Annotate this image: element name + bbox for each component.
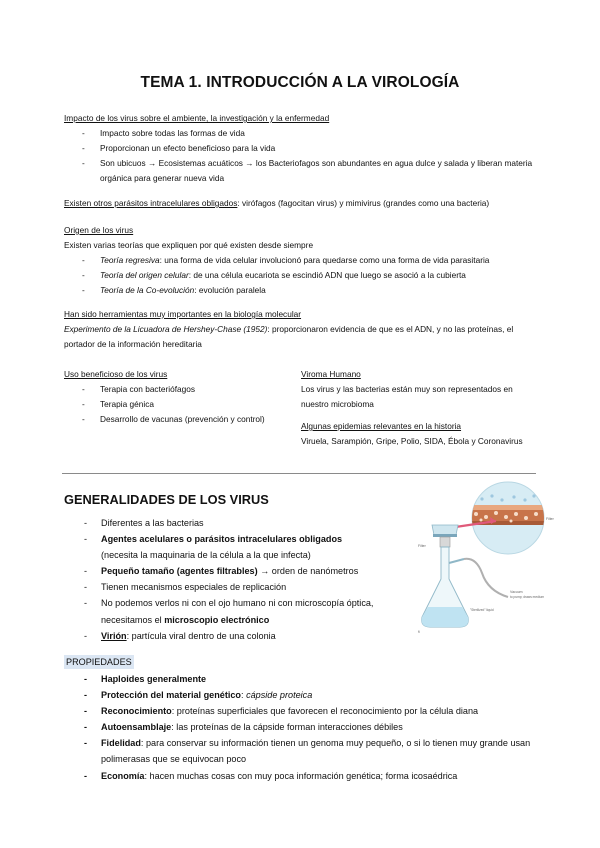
italic-text: cápside proteica xyxy=(246,690,313,701)
vacuum-note: to pump; draws medium xyxy=(510,595,545,599)
section-text: : virófagos (fagocitan virus) y mimivirus (grandes como una bacteria) xyxy=(237,198,490,208)
section-heading: Impacto de los virus sobre el ambiente, la investigación y la enfermedad xyxy=(64,113,330,123)
theory-text: : evolución paralela xyxy=(194,285,266,295)
bold-text: Protección del material genético xyxy=(101,690,241,701)
list-item-text: → orden de nanómetros xyxy=(257,566,359,577)
filter-disc xyxy=(433,534,457,537)
list-item xyxy=(64,531,414,563)
list-item xyxy=(64,671,538,687)
propiedades-list xyxy=(64,671,538,784)
list-item: - Impacto sobre todas las formas de vida xyxy=(64,126,538,141)
section-intro: Existen varias teorías que expliquen por qué existen desde siempre xyxy=(64,240,314,250)
stopper xyxy=(440,537,450,547)
list-item: - Tienen mecanismos especiales de replicación xyxy=(64,579,414,595)
list-item-text: : partícula viral dentro de una colonia xyxy=(126,630,276,641)
vacuum-label: Vacuum xyxy=(510,590,523,594)
list-item-text: : hacen muchas cosas con muy poca información genética; forma icosaédrica xyxy=(144,770,458,781)
section-heading: Algunas epidemias relevantes en la historia xyxy=(301,421,462,431)
list-item xyxy=(64,563,414,579)
section-text: Viruela, Sarampión, Gripe, Polio, SIDA, Ébola y Coronavirus xyxy=(301,436,523,446)
section-title-generalidades: GENERALIDADES DE LOS VIRUS xyxy=(64,492,269,507)
list-item xyxy=(64,253,538,268)
bullet-list xyxy=(64,515,414,644)
section-heading: Uso beneficioso de los virus xyxy=(64,369,168,379)
list-item: - Diferentes a las bacterias xyxy=(64,515,414,531)
list-item xyxy=(64,719,538,735)
section-heading: Existen otros parásitos intracelulares obligados xyxy=(64,198,238,208)
section-herramientas xyxy=(64,307,538,352)
flask-label: fi xyxy=(418,630,420,634)
bold-text: Reconocimiento xyxy=(101,706,172,717)
theory-name: Teoría de la Co-evolución xyxy=(100,285,195,295)
theory-text: : de una célula eucariota se escindió ADN que luego se asoció a la cubierta xyxy=(188,270,466,280)
list-item: - Terapia con bacteriófagos xyxy=(64,382,294,397)
list-item-text: : para conservar su información tienen un genoma muy pequeño, o si lo tienen muy grande usan polimerasas que se equivocan poco xyxy=(101,738,531,765)
list-item-text: : las proteínas de la cápside forman interacciones débiles xyxy=(171,722,403,733)
bold-text: Virión xyxy=(101,630,127,641)
bold-text: Economía xyxy=(101,770,145,781)
bold-text: Fidelidad xyxy=(101,738,141,749)
theory-name: Teoría regresiva xyxy=(100,255,160,265)
list-item-text: : xyxy=(241,690,247,701)
filtration-figure xyxy=(412,487,552,637)
filtrate-liquid xyxy=(422,607,469,627)
experiment-name: Experimento de la Licuadora de Hershey-Chase (1952) xyxy=(64,324,268,334)
funnel xyxy=(432,525,458,535)
bold-text: Agentes acelulares o parásitos intracelulares obligados xyxy=(101,534,343,545)
bullet-list xyxy=(64,126,538,186)
filtration-illustration xyxy=(412,487,552,637)
list-item: - Proporcionan un efecto beneficioso para la vida xyxy=(64,141,538,156)
section-heading: Viroma Humano xyxy=(301,369,361,379)
section-parasitos xyxy=(64,196,538,211)
list-item-text: No podemos verlos ni con el ojo humano ni con microscopía óptica, necesitamos el xyxy=(101,598,374,625)
list-item xyxy=(64,687,538,703)
list-item xyxy=(64,628,414,644)
page-title: TEMA 1. INTRODUCCIÓN A LA VIROLOGÍA xyxy=(140,74,460,91)
section-heading: Origen de los virus xyxy=(64,225,134,235)
list-item xyxy=(64,703,538,719)
list-item-text: (necesita la maquinaria de la célula a la que infecta) xyxy=(101,550,311,561)
section-title-propiedades: PROPIEDADES xyxy=(66,657,132,667)
filter-label: Filter xyxy=(546,517,554,521)
section-origen xyxy=(64,223,538,298)
bullet-list xyxy=(64,671,538,784)
figure-label-filter: Filter xyxy=(418,544,426,548)
bullet-list xyxy=(64,382,294,427)
section-uso xyxy=(64,367,294,427)
list-item: - Terapia génica xyxy=(64,397,294,412)
list-item: - Desarrollo de vacunas (prevención y control) xyxy=(64,412,294,427)
bold-text: microscopio electrónico xyxy=(164,614,270,625)
section-epidemias xyxy=(301,419,537,449)
list-item xyxy=(64,283,538,298)
list-item xyxy=(64,735,538,767)
vacuum-tube xyxy=(464,559,508,597)
list-item xyxy=(64,268,538,283)
section-text: Los virus y las bacterias están muy son representados en nuestro microbioma xyxy=(301,384,513,409)
section-divider xyxy=(62,473,536,474)
theory-text: : una forma de vida celular involucionó para quedarse como una forma de vida parasitaria xyxy=(159,255,490,265)
theory-name: Teoría del origen celular xyxy=(100,270,189,280)
bold-text: Haploides generalmente xyxy=(101,674,207,684)
list-item xyxy=(64,595,414,627)
bullet-list xyxy=(64,253,538,298)
section-heading: Han sido herramientas muy importantes en la biología molecular xyxy=(64,309,302,319)
list-item xyxy=(64,768,538,784)
bold-text: Autoensamblaje xyxy=(101,722,172,733)
section-impacto xyxy=(64,111,538,186)
generalidades-list xyxy=(64,515,414,644)
section-viroma xyxy=(301,367,537,412)
list-item-text: : proteínas superficiales que favorecen el reconocimiento por la célula diana xyxy=(171,706,479,717)
filtrate-label: "Sterilized" liquid xyxy=(470,608,494,612)
section-text xyxy=(64,322,538,352)
list-item: - Son ubicuos → Ecosistemas acuáticos → los Bacteriofagos son abundantes en agua dulce y salada y liberan materia orgánica para generar nueva vida xyxy=(64,156,538,186)
experiment-text: : proporcionaron evidencia de que es el ADN, y no las proteínas, el portador de la información hereditaria xyxy=(64,324,514,349)
bold-text: Pequeño tamaño (agentes filtrables) xyxy=(101,566,258,577)
